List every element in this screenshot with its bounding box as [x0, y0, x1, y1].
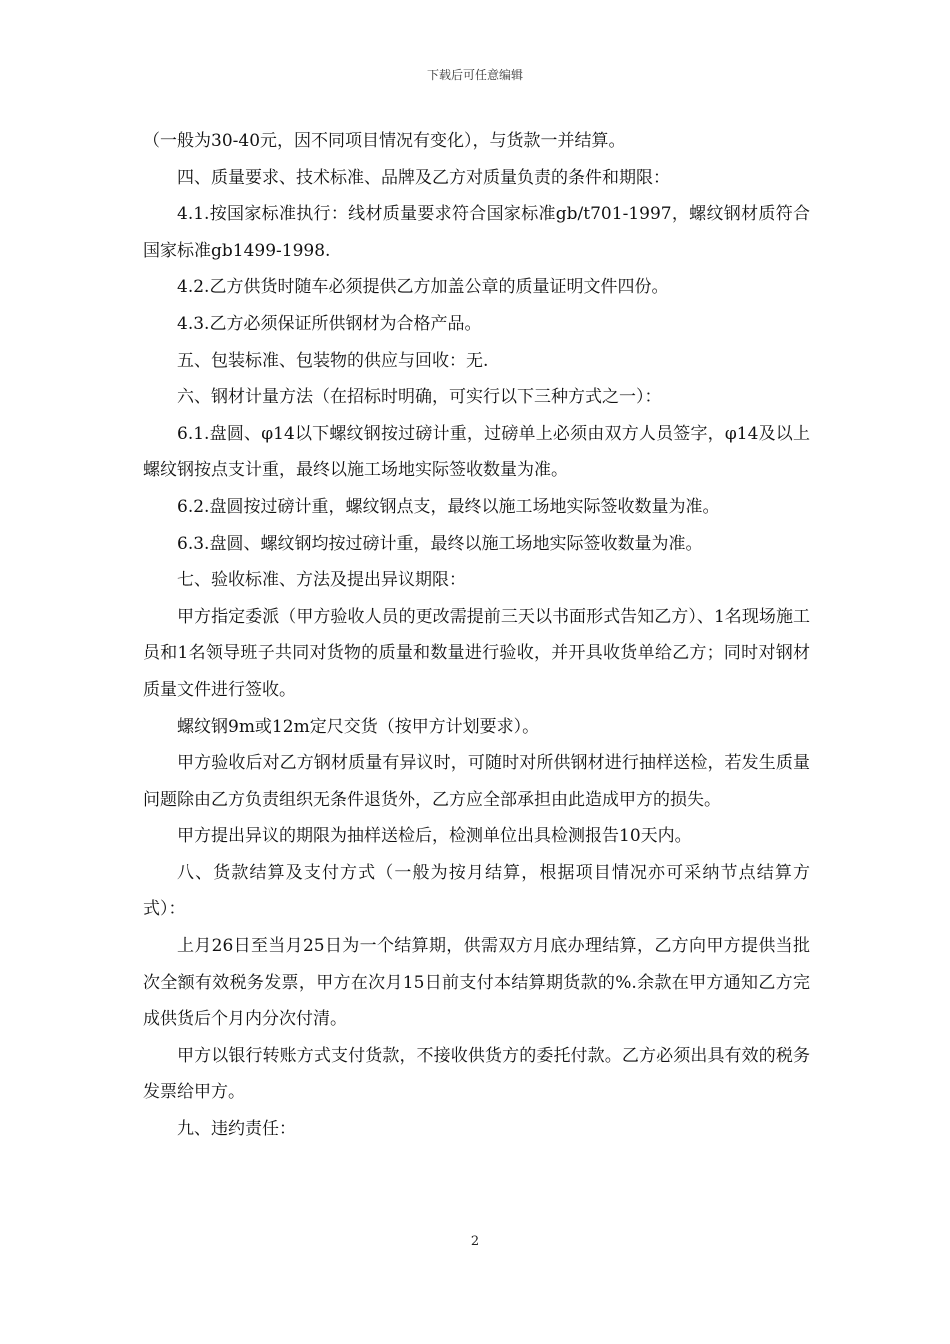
section-heading-settlement: 八、货款结算及支付方式（一般为按月结算，根据项目情况亦可采纳节点结算方式）： [143, 862, 810, 920]
paragraph-fee-note: （一般为30-40元，因不同项目情况有变化），与货款一并结算。 [143, 131, 626, 151]
paragraph-payment-method: 甲方以银行转账方式支付货款，不接收供货方的委托付款。乙方必须出具有效的税务发票给甲方。 [143, 1045, 810, 1103]
section-heading-quality: 四、质量要求、技术标准、品牌及乙方对质量负责的条件和期限： [177, 167, 670, 188]
paragraph-quality-objection: 甲方验收后对乙方钢材质量有异议时，可随时对所供钢材进行抽样送检，若发生质量问题除由乙方负责组织无条件退货外，乙方应全部承担由此造成甲方的损失。 [143, 753, 810, 810]
paragraph-objection-period: 甲方提出异议的期限为抽样送检后，检测单位出具检测报告10天内。 [177, 826, 692, 847]
clause-6-3: 6.3.盘圆、螺纹钢均按过磅计重，最终以施工场地实际签收数量为准。 [177, 533, 703, 554]
clause-6-2: 6.2.盘圆按过磅计重，螺纹钢点支，最终以施工场地实际签收数量为准。 [177, 496, 720, 517]
section-heading-liability: 九、违约责任： [177, 1119, 296, 1140]
section-heading-measurement: 六、钢材计量方法（在招标时明确，可实行以下三种方式之一）： [177, 387, 662, 408]
document-body [143, 123, 810, 1148]
page-number: 2 [470, 1234, 480, 1249]
header-note: 下载后可任意编辑 [426, 68, 523, 82]
clause-4-1: 4.1.按国家标准执行：线材质量要求符合国家标准gb/t701-1997，螺纹钢材质符合国家标准gb1499-1998. [143, 204, 810, 261]
section-heading-packaging: 五、包装标准、包装物的供应与回收：无. [177, 350, 489, 371]
clause-6-1: 6.1.盘圆、φ14以下螺纹钢按过磅计重，过磅单上必须由双方人员签字，φ14及以上螺纹钢按点支计重，最终以施工场地实际签收数量为准。 [143, 423, 810, 481]
paragraph-rebar-delivery: 螺纹钢9m或12m定尺交货（按甲方计划要求）。 [177, 716, 540, 737]
clause-4-2: 4.2.乙方供货时随车必须提供乙方加盖公章的质量证明文件四份。 [177, 277, 669, 298]
section-heading-acceptance: 七、验收标准、方法及提出异议期限： [177, 570, 466, 591]
clause-4-3: 4.3.乙方必须保证所供钢材为合格产品。 [177, 313, 482, 334]
paragraph-acceptance-inspection: 甲方指定委派（甲方验收人员的更改需提前三天以书面形式告知乙方）、1名现场施工员和1名领导班子共同对货物的质量和数量进行验收，并开具收货单给乙方；同时对钢材质量文件进行签收。 [143, 606, 810, 700]
paragraph-settlement-period: 上月26日至当月25日为一个结算期，供需双方月底办理结算，乙方向甲方提供当批次全额有效税务发票，甲方在次月15日前支付本结算期货款的%.余款在甲方通知乙方完成供货后个月内分次付清。 [143, 936, 810, 1030]
